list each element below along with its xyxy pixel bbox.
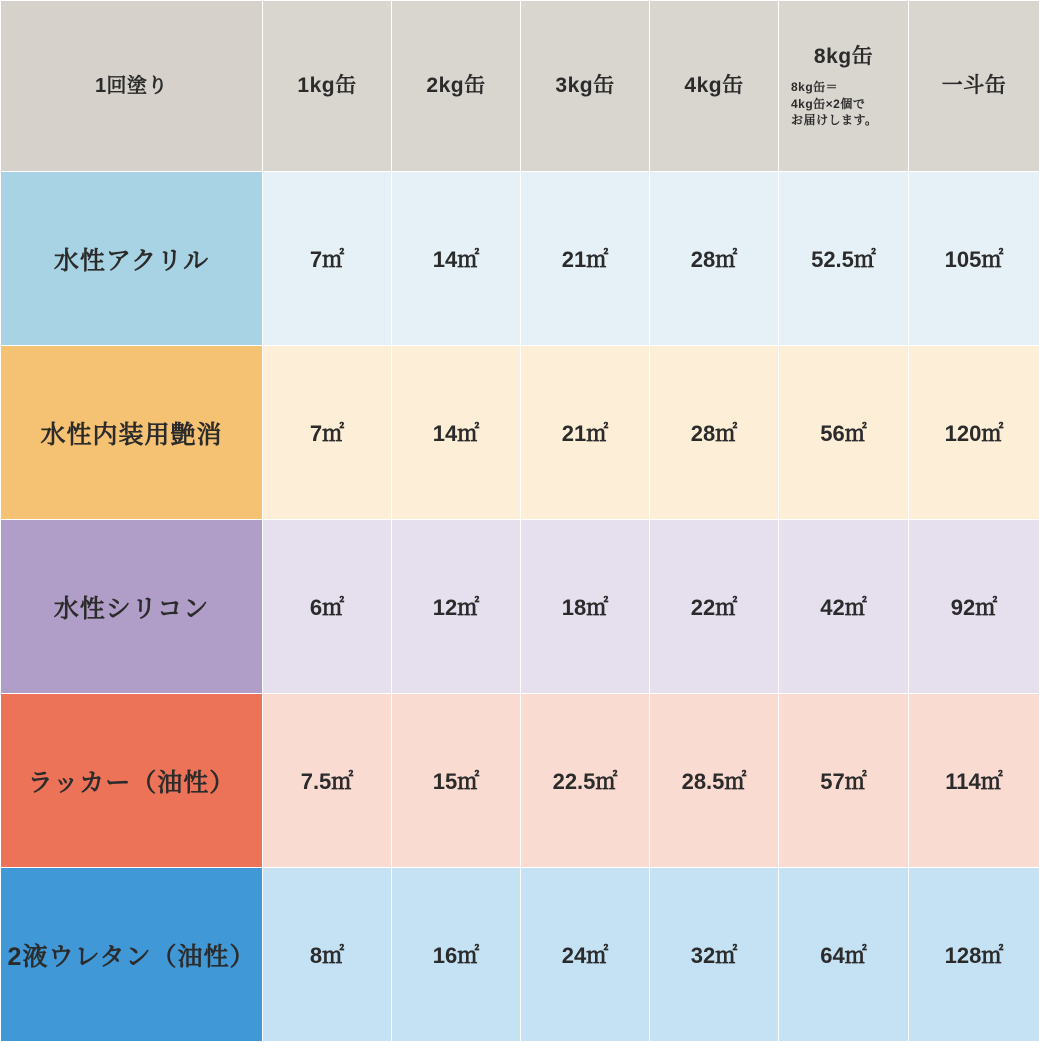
row-label-two-part-urethane: 2液ウレタン（油性） [1, 868, 263, 1042]
cell-interior-matte-2kg: 14㎡ [392, 346, 521, 520]
cell-silicone-2kg: 12㎡ [392, 520, 521, 694]
cell-lacquer-1kg: 7.5㎡ [263, 694, 392, 868]
cell-lacquer-4kg: 28.5㎡ [650, 694, 779, 868]
table-row [1, 694, 1039, 868]
column-header-8kg-note: 8kg缶＝ 4kg缶×2個で お届けします。 [779, 79, 908, 128]
cell-acrylic-8kg: 52.5㎡ [779, 172, 909, 346]
cell-urethane-1kg: 8㎡ [263, 868, 392, 1042]
column-header-2kg: 2kg缶 [392, 1, 521, 172]
cell-interior-matte-4kg: 28㎡ [650, 346, 779, 520]
table-row [1, 520, 1039, 694]
row-label-interior-matte: 水性内装用艶消 [1, 346, 263, 520]
cell-lacquer-8kg: 57㎡ [779, 694, 909, 868]
table-row [1, 172, 1039, 346]
column-header-1kg: 1kg缶 [263, 1, 392, 172]
cell-acrylic-1kg: 7㎡ [263, 172, 392, 346]
table-row [1, 868, 1039, 1042]
cell-interior-matte-1kg: 7㎡ [263, 346, 392, 520]
cell-acrylic-2kg: 14㎡ [392, 172, 521, 346]
cell-urethane-2kg: 16㎡ [392, 868, 521, 1042]
column-header-8kg: 8kg缶 8kg缶＝ 4kg缶×2個で お届けします。 [779, 1, 909, 172]
cell-acrylic-4kg: 28㎡ [650, 172, 779, 346]
column-header-3kg: 3kg缶 [521, 1, 650, 172]
cell-silicone-1kg: 6㎡ [263, 520, 392, 694]
header-row [1, 1, 1039, 172]
row-label-lacquer: ラッカー（油性） [1, 694, 263, 868]
cell-interior-matte-8kg: 56㎡ [779, 346, 909, 520]
cell-lacquer-2kg: 15㎡ [392, 694, 521, 868]
column-header-itto: 一斗缶 [909, 1, 1039, 172]
cell-silicone-4kg: 22㎡ [650, 520, 779, 694]
cell-urethane-8kg: 64㎡ [779, 868, 909, 1042]
cell-silicone-3kg: 18㎡ [521, 520, 650, 694]
cell-urethane-4kg: 32㎡ [650, 868, 779, 1042]
column-header-coats: 1回塗り [1, 1, 263, 172]
row-label-silicone: 水性シリコン [1, 520, 263, 694]
table-body [1, 172, 1039, 1042]
column-header-4kg: 4kg缶 [650, 1, 779, 172]
cell-interior-matte-itto: 120㎡ [909, 346, 1039, 520]
cell-acrylic-itto: 105㎡ [909, 172, 1039, 346]
cell-acrylic-3kg: 21㎡ [521, 172, 650, 346]
cell-urethane-3kg: 24㎡ [521, 868, 650, 1042]
table-header [1, 1, 1039, 172]
cell-urethane-itto: 128㎡ [909, 868, 1039, 1042]
cell-interior-matte-3kg: 21㎡ [521, 346, 650, 520]
cell-silicone-8kg: 42㎡ [779, 520, 909, 694]
table-row [1, 346, 1039, 520]
cell-lacquer-3kg: 22.5㎡ [521, 694, 650, 868]
cell-silicone-itto: 92㎡ [909, 520, 1039, 694]
cell-lacquer-itto: 114㎡ [909, 694, 1039, 868]
row-label-acrylic: 水性アクリル [1, 172, 263, 346]
